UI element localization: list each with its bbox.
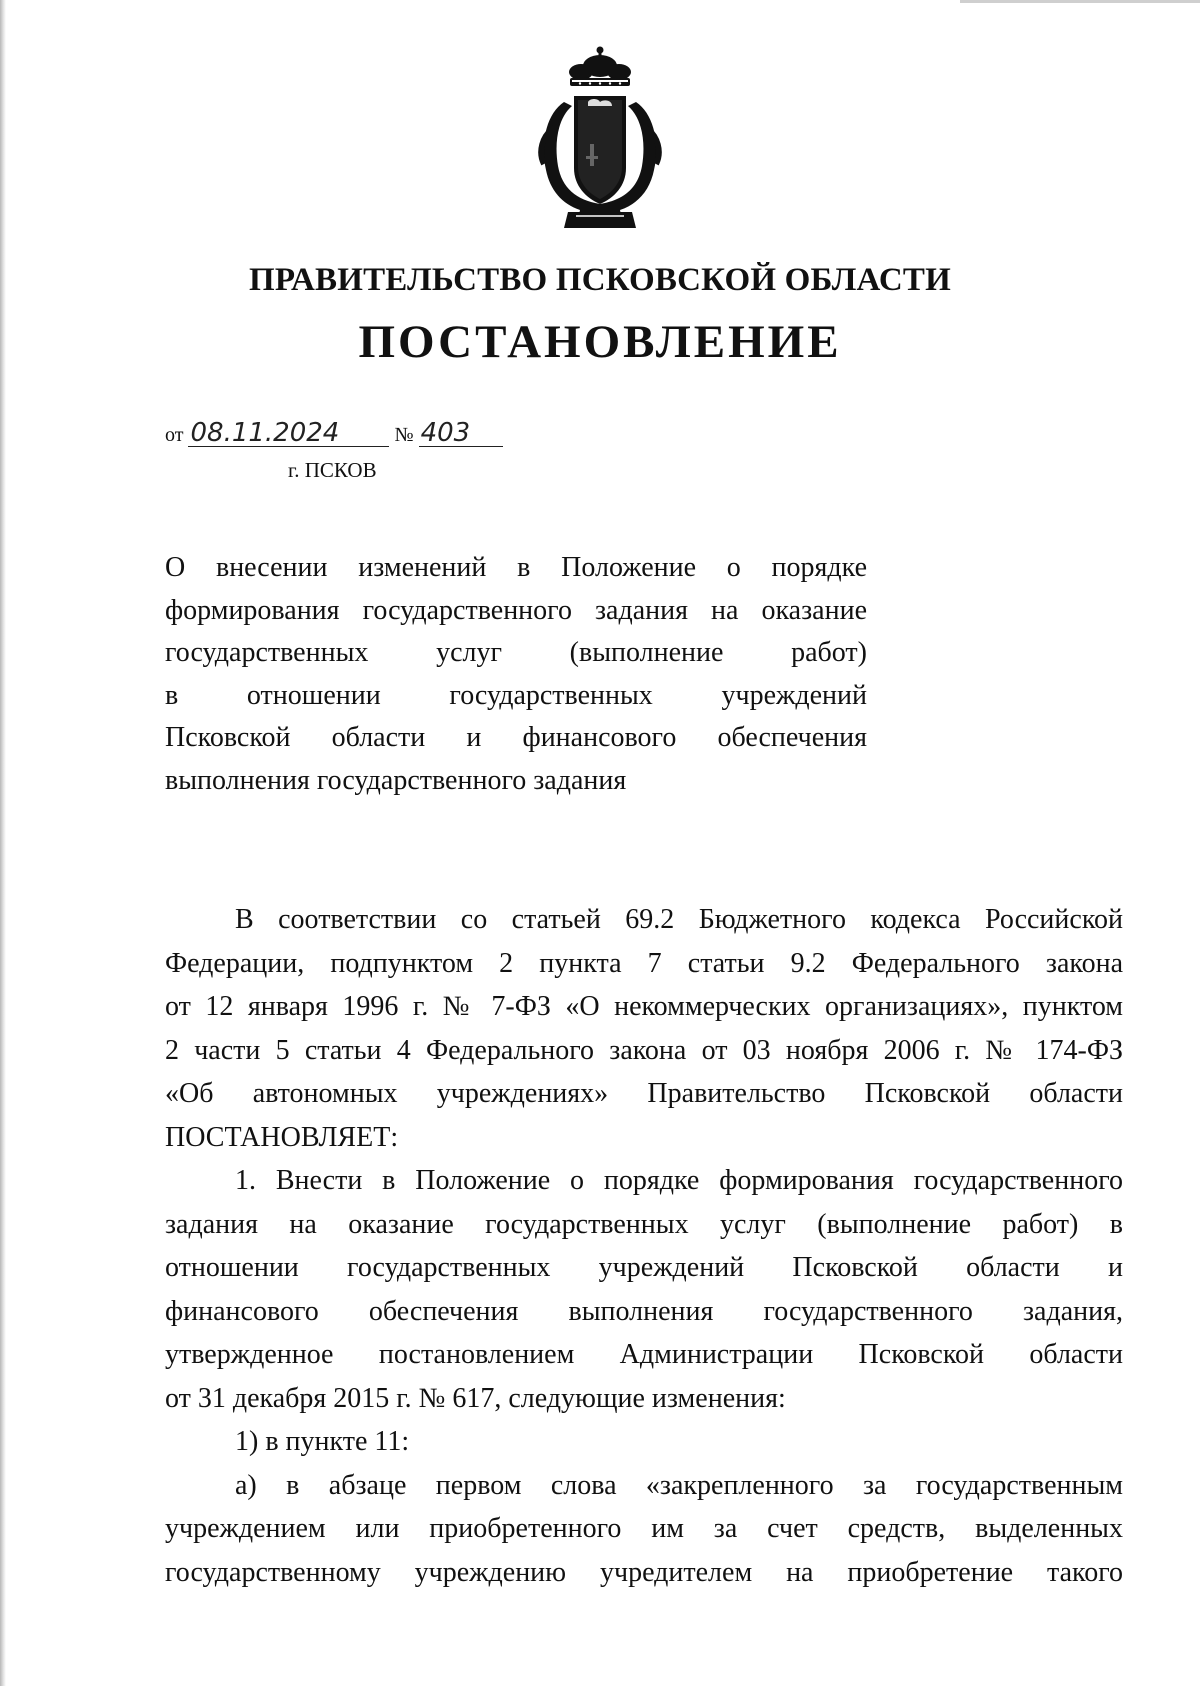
scan-edge-shadow	[0, 0, 6, 1686]
subject-line: О внесении изменений в Положение о порядке	[165, 552, 867, 583]
subject-line: выполнения государственного задания	[165, 764, 627, 796]
coat-of-arms-icon	[528, 44, 672, 234]
body-line: Федерации, подпунктом 2 пункта 7 статьи 9.2 Федерального закона	[165, 947, 1123, 979]
document-body	[165, 898, 1123, 1594]
subject-line: Псковской области и финансового обеспечения	[165, 722, 867, 754]
subject-line: формирования государственного задания на оказание	[165, 594, 867, 626]
body-line: 2 части 5 статьи 4 Федерального закона от 03 ноября 2006 г. № 174-ФЗ	[165, 1034, 1123, 1066]
body-line: от 31 декабря 2015 г. № 617, следующие изменения:	[165, 1382, 786, 1414]
subject-line: в отношении государственных учреждений	[165, 679, 867, 711]
body-line: утвержденное постановлением Администрации Псковской области	[165, 1339, 1123, 1370]
body-line: отношении государственных учреждений Псковской области и	[165, 1252, 1123, 1283]
date-value: 08.11.2024	[188, 420, 389, 447]
number-value: 403	[419, 420, 503, 447]
date-prefix: от	[165, 424, 184, 446]
body-line: учреждением или приобретенного им за счет средств, выделенных	[165, 1513, 1123, 1544]
body-line: финансового обеспечения выполнения государственного задания,	[165, 1295, 1123, 1327]
body-line: 1. Внести в Положение о порядке формирования государственного	[235, 1165, 1123, 1196]
body-line: задания на оказание государственных услуг (выполнение работ) в	[165, 1208, 1123, 1240]
subject-line: государственных услуг (выполнение работ)	[165, 637, 867, 669]
document-subject	[165, 547, 867, 803]
body-line: государственному учреждению учредителем на приобретение такого	[165, 1556, 1123, 1588]
body-line: В соответствии со статьей 69.2 Бюджетного кодекса Российской	[235, 904, 1123, 935]
body-line: а) в абзаце первом слова «закрепленного за государственным	[235, 1469, 1123, 1501]
organization-title: ПРАВИТЕЛЬСТВО ПСКОВСКОЙ ОБЛАСТИ	[248, 262, 952, 298]
body-line: ПОСТАНОВЛЯЕТ:	[165, 1121, 399, 1153]
registration-line	[165, 420, 503, 447]
number-prefix: №	[394, 424, 414, 446]
city-label: г. ПСКОВ	[288, 458, 377, 482]
body-line: 1) в пункте 11:	[235, 1426, 410, 1457]
body-line: от 12 января 1996 г. № 7-ФЗ «О некоммерческих организациях», пунктом	[165, 991, 1123, 1022]
scan-edge-line	[960, 0, 1200, 3]
body-line: «Об автономных учреждениях» Правительство Псковской области	[165, 1078, 1123, 1109]
document-type-title: ПОСТАНОВЛЕНИЕ	[358, 316, 842, 368]
